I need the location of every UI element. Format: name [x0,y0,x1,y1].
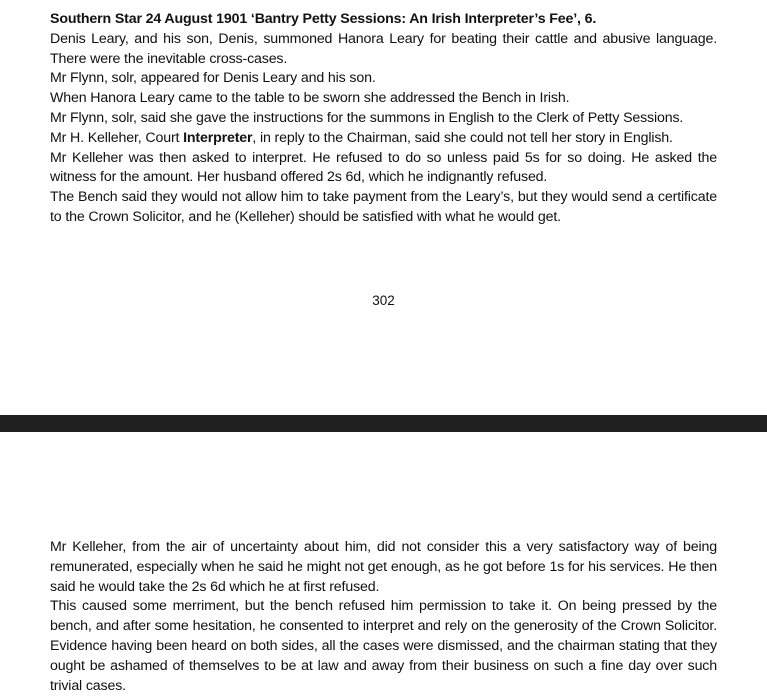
interpreter-text-after: , in reply to the Chairman, said she could not tell her story in English. [252,129,673,146]
paragraph-refused-to-interpret: Mr Kelleher was then asked to interpret. He refused to do so unless paid 5s for so doing. He asked the witness for the amount. Her husband offered 2s 6d, which he indignantly refused. [50,149,717,186]
next-page [0,432,767,694]
paragraph-flynn-instructions: Mr Flynn, solr, said she gave the instructions for the summons in English to the Clerk of Petty Sessions. [50,109,684,126]
paragraph-bench-certificate: The Bench said they would not allow him to take payment from the Leary’s, but they would send a certificate to the Crown Solicitor, and he (Kelleher) should be satisfied with what he would get. [50,189,717,225]
page-divider [0,415,767,432]
page-number: 302 [372,293,395,308]
citation-heading: Southern Star 24 August 1901 ‘Bantry Petty Sessions: An Irish Interpreter’s Fee’, 6. [50,11,597,27]
interpreter-bold-term: Interpreter [183,129,253,146]
paragraph-summons: Denis Leary, and his son, Denis, summoned Hanora Leary for beating their cattle and abusive language. There were the inevitable cross-cases. [50,30,717,67]
paragraph-addressed-in-irish: When Hanora Leary came to the table to be sworn she addressed the Bench in Irish. [50,90,570,107]
paragraph-uncertainty: Mr Kelleher, from the air of uncertainty about him, did not consider this a very satisfactory way of being remunerated, especially when he said he might not get enough, as he got before 1s for his services. He then said he would take the 2s 6d which he at first refused. [50,539,717,595]
interpreter-text-before: Mr H. Kelleher, Court [50,129,184,146]
paragraph-merriment: This caused some merriment, but the bench refused him permission to take it. On being pressed by the bench, and after some hesitation, he consented to interpret and rely on the generosity of the Crown Solicitor. Evidence having been heard on both sides, all the cases were dismissed, and the chairman stating that they ought be ashamed of themselves to be at law and away from their business on such a fine day over such trivial cases. [50,598,717,694]
paragraph-flynn-appeared: Mr Flynn, solr, appeared for Denis Leary and his son. [50,70,376,87]
page-302-text [50,10,717,228]
next-page-text [50,538,717,696]
paragraph-interpreter [50,129,717,149]
